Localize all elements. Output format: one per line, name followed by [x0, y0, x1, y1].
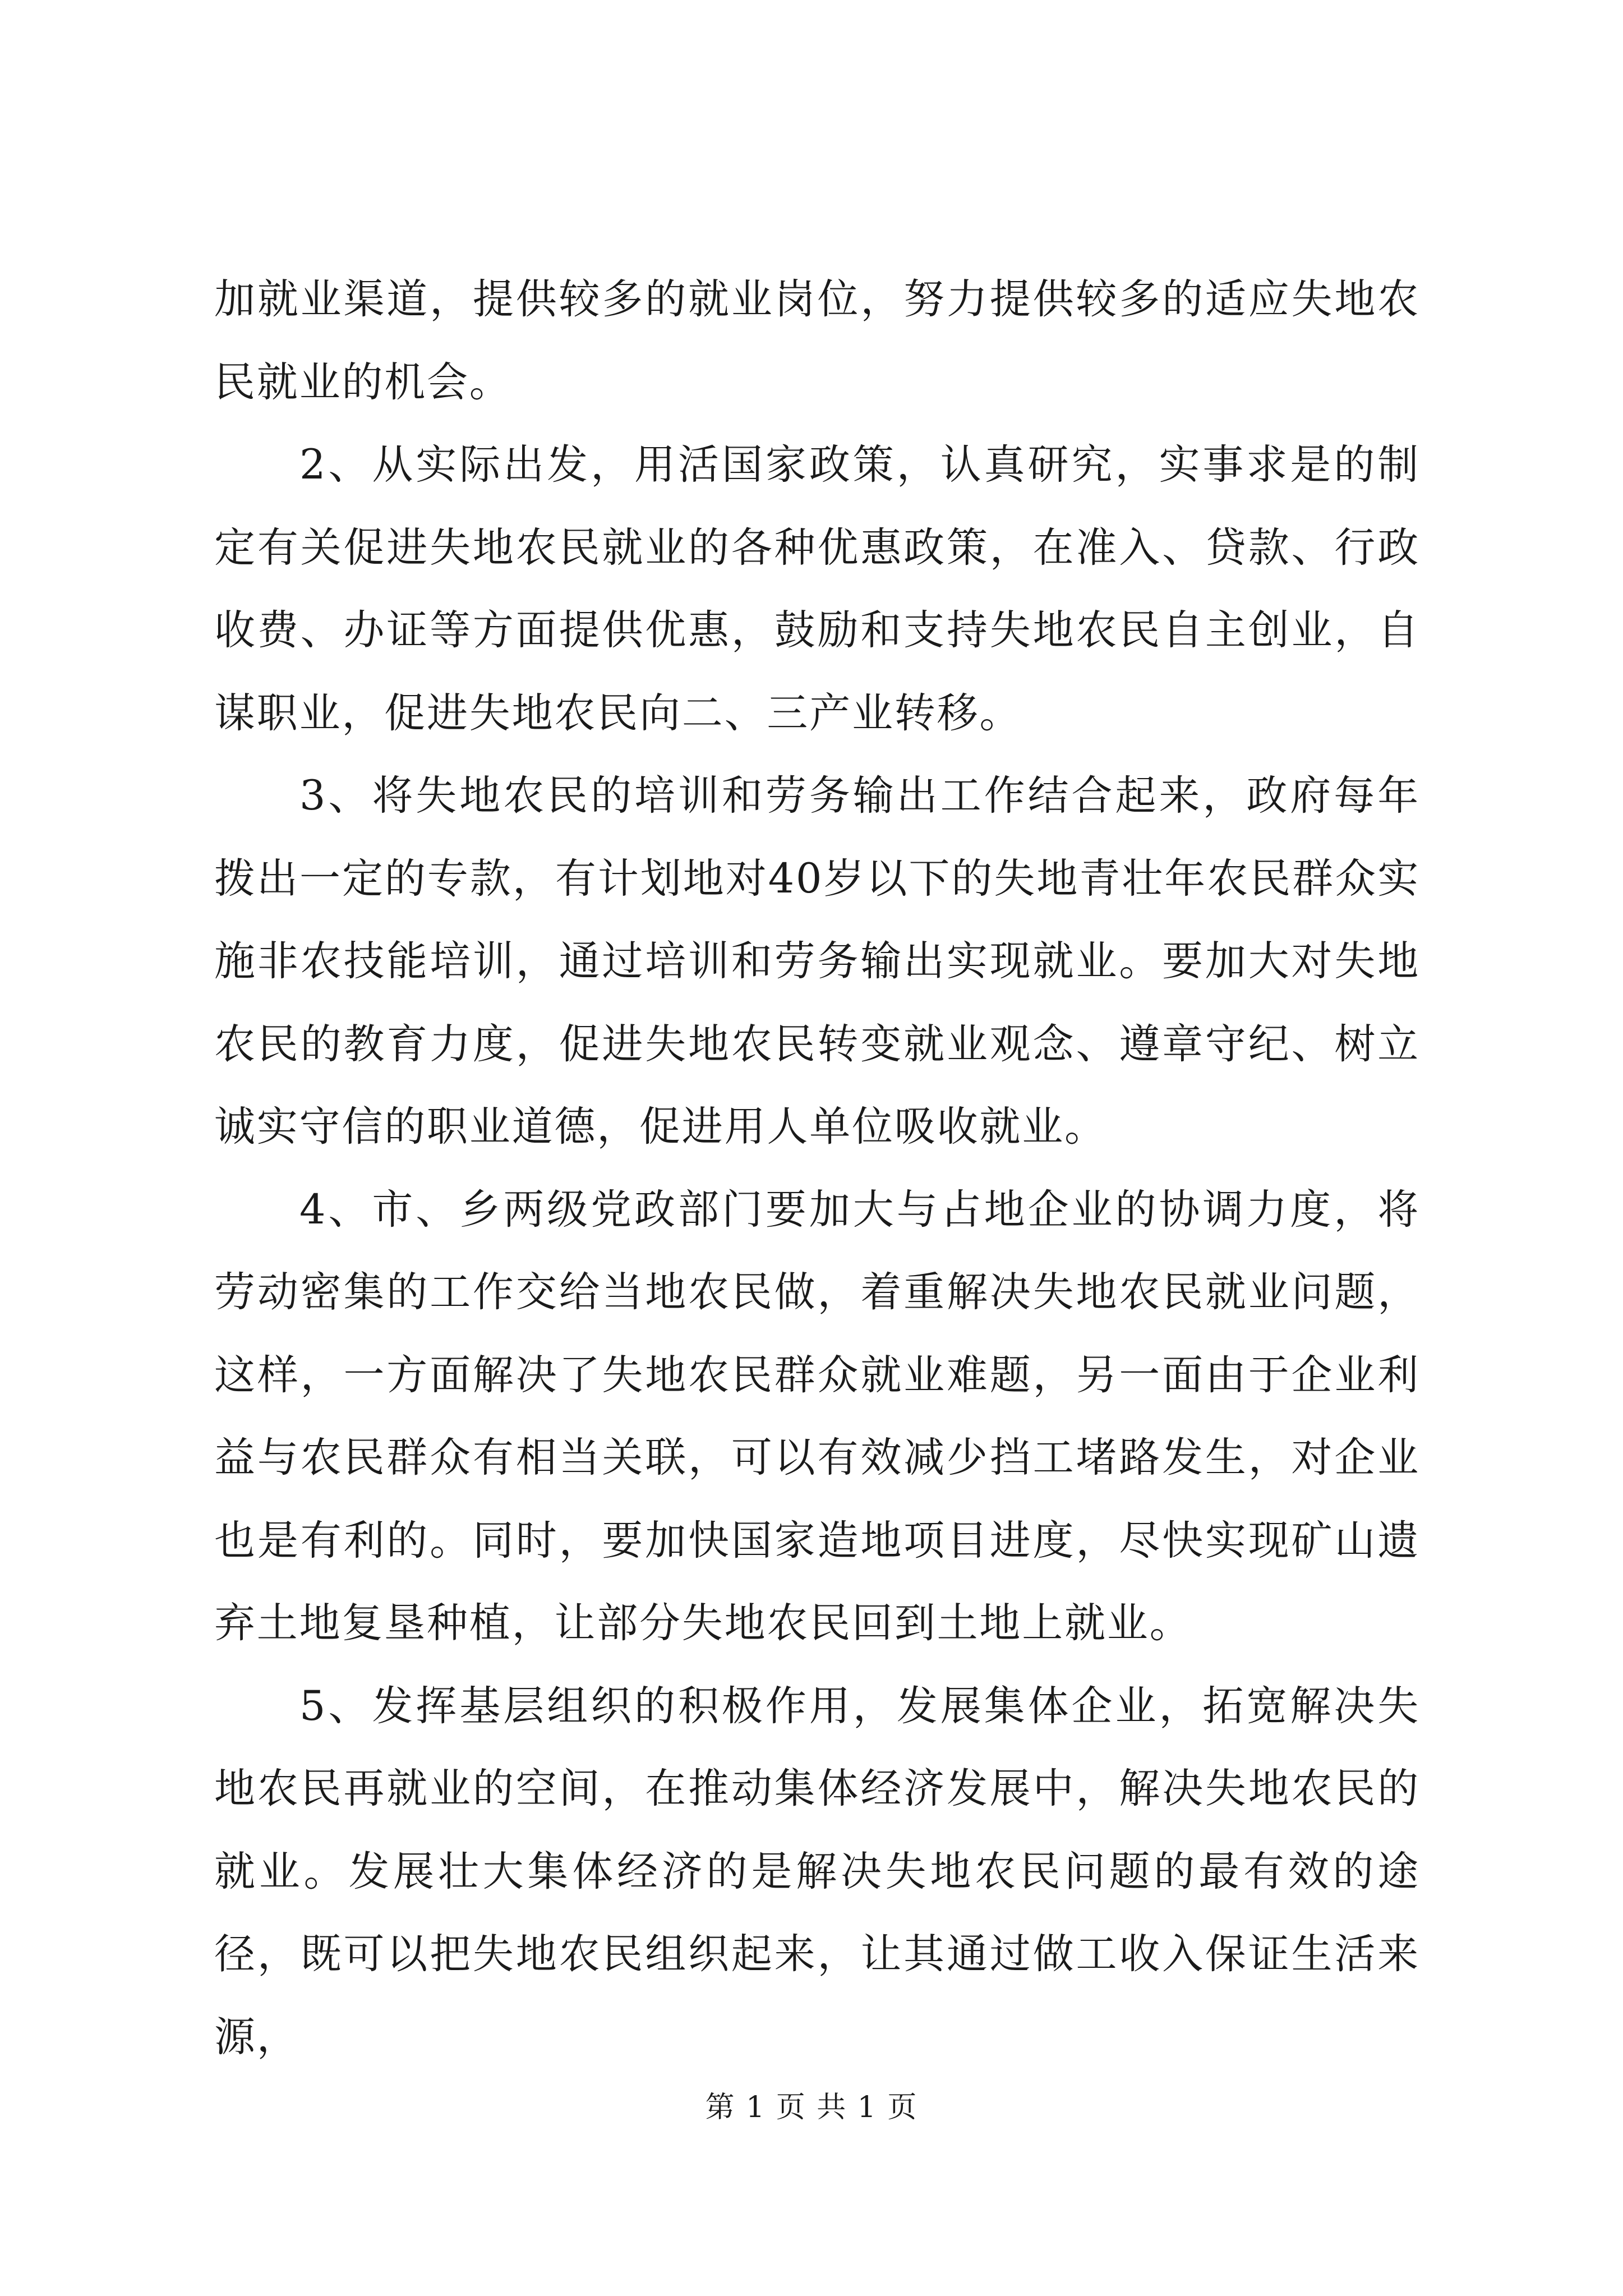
paragraph-item-5: 5、发挥基层组织的积极作用，发展集体企业，拓宽解决失地农民再就业的空间，在推动集体经济发展中，解决失地农民的就业。发展壮大集体经济的是解决失地农民问题的最有效的途径，既可以把失地农民组织起来，让其通过做工收入保证生活来源， — [214, 1682, 1420, 2061]
paragraph-item-4: 4、市、乡两级党政部门要加大与占地企业的协调力度，将劳动密集的工作交给当地农民做，着重解决失地农民就业问题，这样，一方面解决了失地农民群众就业难题，另一面由于企业利益与农民群众有相当关联，可以有效减少挡工堵路发生，对企业也是有利的。同时，要加快国家造地项目进度，尽快实现矿山遗弃土地复垦种植，让部分失地农民回到土地上就业。 — [214, 1185, 1420, 1647]
paragraph-item-3: 3、将失地农民的培训和劳务输出工作结合起来，政府每年拨出一定的专款，有计划地对40岁以下的失地青壮年农民群众实施非农技能培训，通过培训和劳务输出实现就业。要加大对失地农民的教育力度，促进失地农民转变就业观念、遵章守纪、树立诚实守信的职业道德，促进用人单位吸收就业。 — [214, 772, 1420, 1151]
paragraph-continuation: 加就业渠道，提供较多的就业岗位，努力提供较多的适应失地农民就业的机会。 — [214, 275, 1420, 406]
document-body — [214, 258, 1420, 2078]
paragraph-item-2: 2、从实际出发，用活国家政策，认真研究，实事求是的制定有关促进失地农民就业的各种优惠政策，在准入、贷款、行政收费、办证等方面提供优惠，鼓励和支持失地农民自主创业，自谋职业，促进失地农民向二、三产业转移。 — [214, 441, 1420, 737]
page-number-footer: 第 1 页 共 1 页 — [705, 2091, 918, 2124]
